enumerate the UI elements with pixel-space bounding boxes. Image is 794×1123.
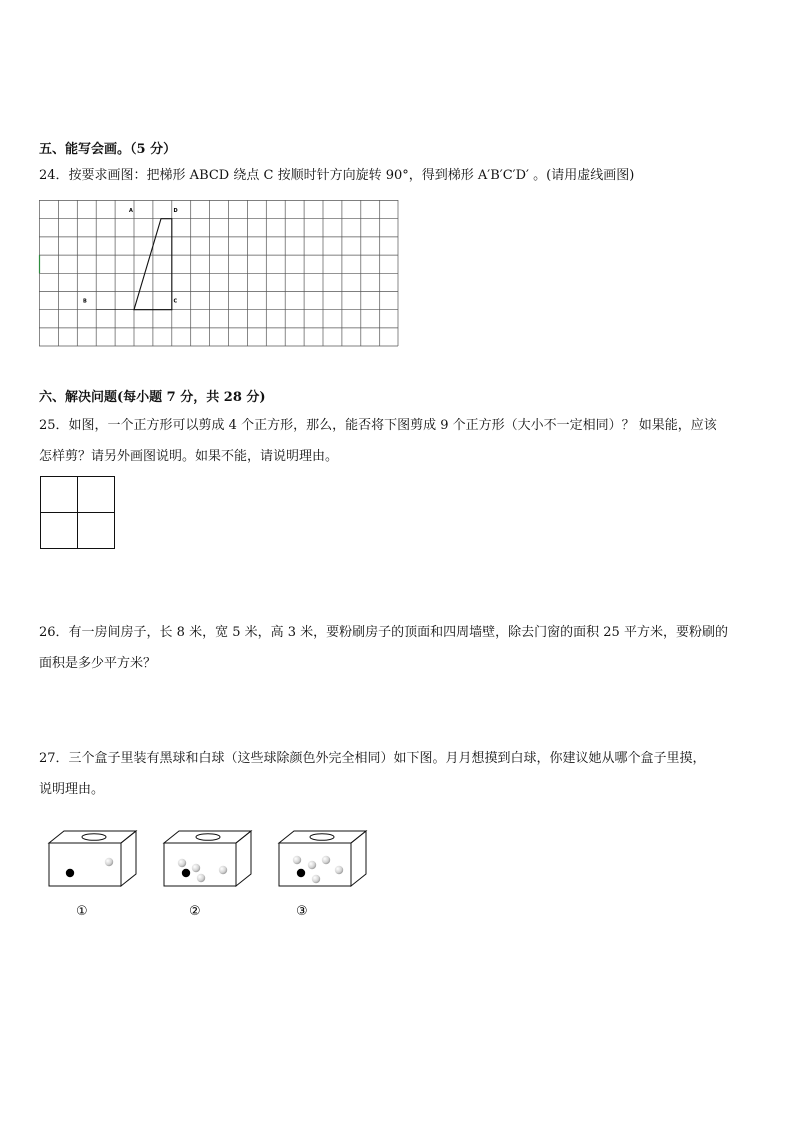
box-3-white-ball bbox=[312, 875, 320, 883]
box-1-label: ① bbox=[76, 904, 88, 919]
box-3-white-ball bbox=[322, 856, 330, 864]
question-25-line-1: 25．如图，一个正方形可以剪成 4 个正方形，那么，能否将下图剪成 9 个正方形（大小不一定相同）？ 如果能，应该 bbox=[39, 418, 717, 433]
question-27-line-2: 说明理由。 bbox=[39, 782, 105, 797]
box-3-label: ③ bbox=[296, 904, 308, 919]
question-27-line-1: 27．三个盒子里装有黑球和白球（这些球除颜色外完全相同）如下图。月月想摸到白球，你建议她从哪个盒子里摸， bbox=[39, 751, 706, 766]
section-6-heading: 六、解决问题(每小题 7 分，共 28 分) bbox=[39, 390, 266, 405]
box-1-white-ball bbox=[105, 858, 113, 866]
q27-boxes-figure bbox=[40, 826, 370, 926]
box-1 bbox=[49, 831, 136, 886]
box-3-white-ball bbox=[293, 856, 301, 864]
box-2-white-ball bbox=[197, 874, 205, 882]
box-2-white-ball bbox=[178, 859, 186, 867]
label-d: D bbox=[173, 208, 178, 214]
box-2-white-ball bbox=[219, 866, 227, 874]
q24-grid-figure bbox=[39, 200, 399, 347]
box-2 bbox=[164, 831, 251, 886]
question-24-text: 24．按要求画图：把梯形 ABCD 绕点 C 按顺时针方向旋转 90°，得到梯形 A′B′C′D′ 。(请用虚线画图) bbox=[39, 168, 635, 183]
label-b: B bbox=[83, 298, 87, 305]
label-a: A bbox=[129, 208, 133, 214]
question-26-line-2: 面积是多少平方米？ bbox=[39, 656, 157, 671]
box-2-white-ball bbox=[192, 864, 200, 872]
box-2-black-ball bbox=[182, 869, 190, 877]
box-3-white-ball bbox=[308, 861, 316, 869]
question-25-line-2: 怎样剪？请另外画图说明。如果不能，请说明理由。 bbox=[39, 449, 339, 464]
section-5-heading: 五、能写会画。（5 分） bbox=[39, 142, 177, 157]
grid-lines bbox=[39, 200, 398, 346]
box-1-black-ball bbox=[66, 869, 74, 877]
box-3-black-ball bbox=[297, 869, 305, 877]
question-26-line-1: 26．有一房间房子，长 8 米，宽 5 米，高 3 米，要粉刷房子的顶面和四周墙壁，除去门窗的面积 25 平方米，要粉刷的 bbox=[39, 625, 728, 640]
box-3-white-ball bbox=[335, 866, 343, 874]
q25-square-figure bbox=[40, 476, 116, 550]
label-c: C bbox=[173, 298, 178, 305]
box-2-label: ② bbox=[189, 904, 201, 919]
